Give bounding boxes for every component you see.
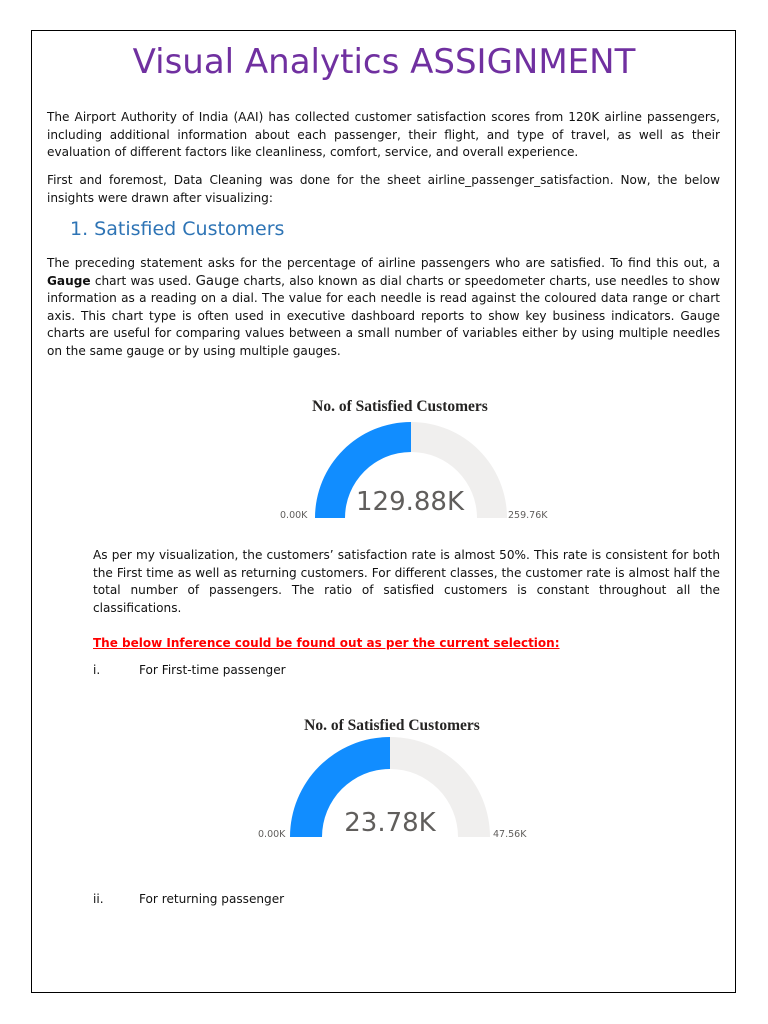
gauge-explanation-paragraph bbox=[47, 255, 720, 360]
gauge-bold-term: Gauge bbox=[47, 273, 91, 288]
list-text: For First-time passenger bbox=[139, 663, 286, 677]
inference-heading: The below Inference could be found out as per the current selection: bbox=[93, 636, 560, 650]
gauge-title: No. of Satisfied Customers bbox=[304, 717, 480, 734]
list-number: i. bbox=[93, 663, 101, 677]
gauge-min-label: 0.00K bbox=[258, 829, 286, 840]
gauge-text-a: The preceding statement asks for the percentage of airline passengers who are satisfied. To find this out, a bbox=[47, 256, 720, 270]
list-number: ii. bbox=[93, 892, 104, 906]
gauge-text-c: charts, also known as dial charts or speedometer charts, use needles to show information as a reading on a dial. The value for each needle is read against the coloured data range or chart axis. This chart type is often used in executive dashboard reports to show key business indicators. Gauge charts are useful for comparing values between a small number of variables either by using multiple needles on the same gauge or by using multiple gauges. bbox=[47, 273, 720, 358]
list-item-returning bbox=[93, 892, 284, 906]
gauge-min-label: 0.00K bbox=[280, 510, 308, 521]
gauge-term: Gauge bbox=[195, 273, 240, 289]
gauge-text-b: chart was used. bbox=[90, 273, 196, 288]
data-cleaning-paragraph: First and foremost, Data Cleaning was done for the sheet airline_passenger_satisfaction. Now, the below insights were drawn after visualizing: bbox=[47, 173, 720, 205]
gauge-chart-total bbox=[258, 390, 558, 530]
section-heading-satisfied-customers: 1. Satisfied Customers bbox=[70, 218, 285, 240]
gauge-value-label: 129.88K bbox=[355, 487, 465, 517]
list-item-first-time bbox=[93, 663, 286, 677]
gauge-value-label: 23.78K bbox=[344, 808, 436, 838]
gauge-chart-first-time bbox=[240, 709, 540, 849]
gauge-max-label: 47.56K bbox=[493, 829, 527, 840]
intro-paragraph: The Airport Authority of India (AAI) has collected customer satisfaction scores from 120K airline passengers, including additional information about each passenger, their flight, and type of travel, as well as their evaluation of different factors like cleanliness, comfort, service, and overall experience. bbox=[47, 110, 720, 159]
document-title: Visual Analytics ASSIGNMENT bbox=[132, 42, 636, 82]
gauge-max-label: 259.76K bbox=[508, 510, 548, 521]
observation-paragraph: As per my visualization, the customers’ satisfaction rate is almost 50%. This rate is consistent for both the First time as well as returning customers. For different classes, the customer rate is almost half the total number of passengers. The ratio of satisfied customers is constant throughout all the classifications. bbox=[93, 548, 720, 615]
gauge-title: No. of Satisfied Customers bbox=[312, 398, 488, 415]
list-text: For returning passenger bbox=[139, 892, 285, 906]
